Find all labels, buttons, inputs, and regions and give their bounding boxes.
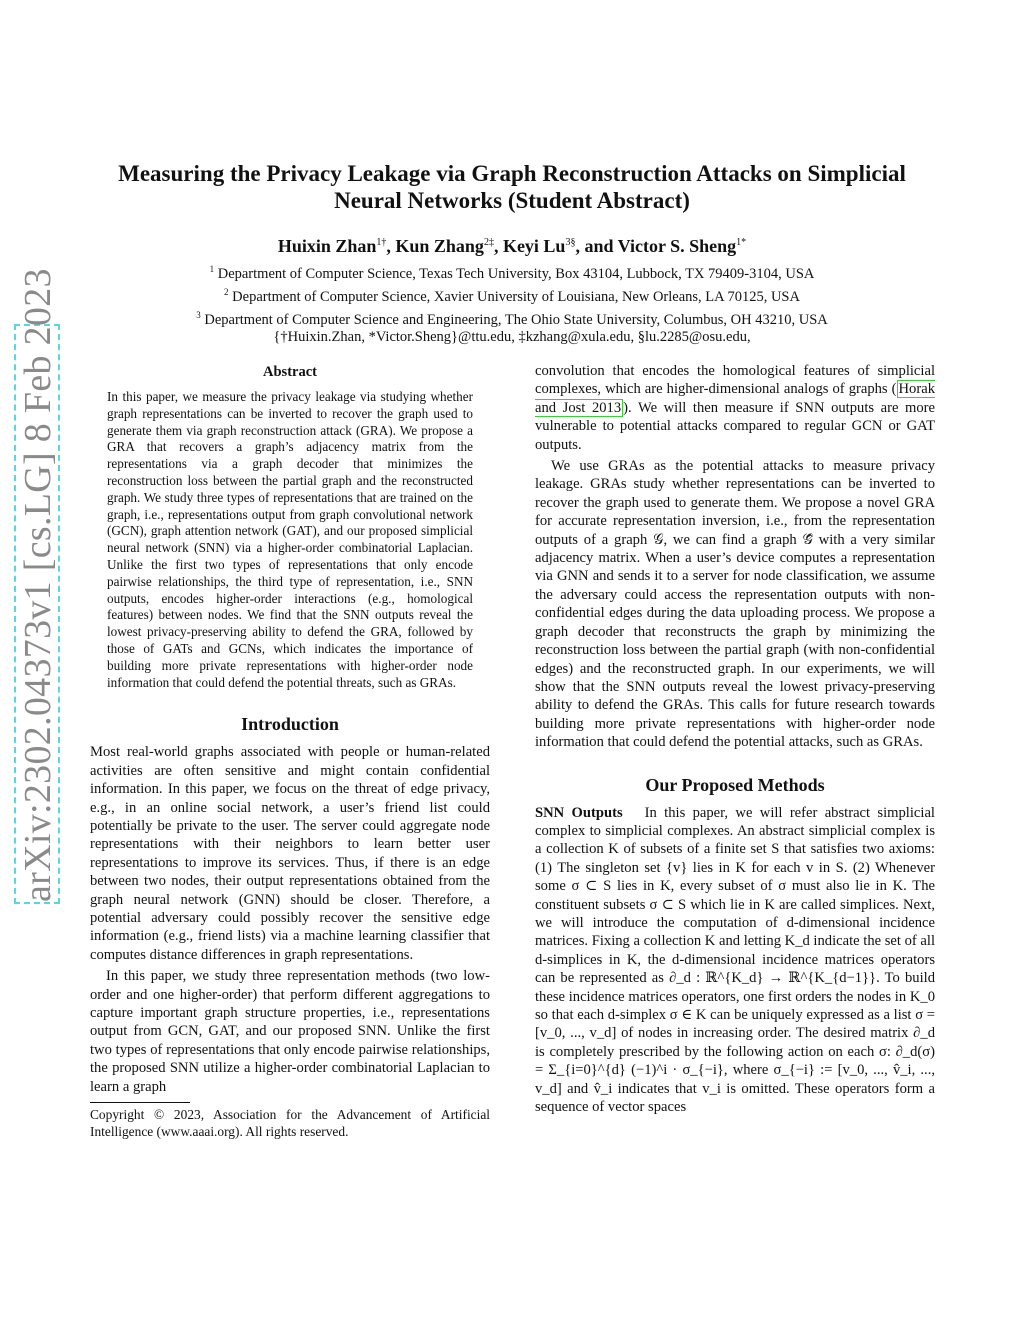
snn-outputs-label: SNN Outputs [535,804,623,821]
abstract-section [107,364,473,691]
paragraph-text: convolution that encodes the homological features of simplicial complexes, which are higher-dimensional analogs of graphs ( [535,363,935,398]
affiliation-text: Department of Computer Science and Engineering, The Ohio State University, Columbus, OH 43210, USA [204,311,828,328]
affiliation-line [60,260,964,283]
arxiv-identifier[interactable]: arXiv:2302.04373v1 [cs.LG] 8 Feb 2023 [14,324,60,904]
left-column [90,364,490,1140]
abstract-text: In this paper, we measure the privacy leakage via studying whether graph representations can be inverted to recover the graph used to generate them via graph reconstruction attack (GRA). We propose a GRA that recovers a graph’s adjacency matrix from the representations via a graph decoder that minimizes the reconstruction loss between the partial graph and the reconstructed graph. We study three types of representations that are trained on the graph, i.e., representations output from graph convolutional network (GCN), graph attention network (GAT), and our proposed simplicial neural network (SNN) via a higher-order combinatorial Laplacian. Unlike the first two types of representations that only encode pairwise relationships, the third type of representation, i.e., SNN outputs, encodes higher-order interactions (e.g., homological features) between nodes. We find that the SNN outputs reveal the lowest privacy-preserving ability to defend the GRA, followed by those of GATs and GCNs, which indicates the importance of building more private representations with higher-order node information that could defend the potential threats, such as GRAs. [107,389,473,690]
author-list [60,232,964,257]
affiliation-text: Department of Computer Science, Texas Tech University, Box 43104, Lubbock, TX 79409-3104, USA [217,265,815,282]
affiliations [60,260,964,346]
abstract-heading: Abstract [263,364,317,380]
methods-heading: Our Proposed Methods [645,774,825,795]
author-mark: 1* [736,237,747,248]
author-name: Keyi Lu [502,236,566,256]
author-name: Kun Zhang [395,236,484,256]
author-name: Huixin Zhan [277,236,377,256]
author-emails: {†Huixin.Zhan, *Victor.Sheng}@ttu.edu, ‡kzhang@xula.edu, §lu.2285@osu.edu, [273,329,751,346]
affiliation-number: 1 [209,264,215,274]
paper-title [60,160,964,214]
paragraph-text: ). We will then measure if SNN outputs are more vulnerable to potential attacks compared to regular GCN or GAT outputs. [535,399,936,453]
author-mark: 2‡ [483,237,494,248]
author-mark: 3§ [565,237,576,248]
author-name: Victor S. Sheng [617,236,737,256]
arxiv-sidebar [14,268,60,904]
introduction-heading: Introduction [241,714,339,735]
author-separator: , and [575,236,618,256]
affiliation-text: Department of Computer Science, Xavier University of Louisiana, New Orleans, LA 70125, USA [232,288,800,305]
introduction-paragraph: Most real-world graphs associated with people or human-related activities are often sensitive and might contain confidential information. In this paper, we focus on the threat of edge privacy, e.g., in an online social network, a user’s friend list could potentially be private to the user. The server could aggregate node representations with their neighbors to learn better user representations to improve its services. Thus, if there is an edge between two nodes, their output representations obtained from the graph neural network (GNN) should be closer. Therefore, a potential adversary could possibly recover the sensitive edge information (e.g., friend lists) via a machine learning classifier that computes distance differences in graph representations. [90,744,490,963]
footnote-divider [90,1102,190,1103]
right-column [535,362,935,1116]
author-separator: , [386,236,396,256]
body-paragraph: We use GRAs as the potential attacks to measure privacy leakage. GRAs study whether representations can be inverted to recover the graph used to generate them. We propose a novel GRA for accurate representation inversion, i.e., from the representation outputs of a graph 𝒢, we can find a graph 𝒢̂ with a very similar adjacency matrix. When a user’s device computes a representation via GNN and sends it to a server for node classification, we assume the adversary could access the representation outputs with non-confidential edges during the data uploading process. We propose a graph decoder that reconstructs the graph by minimizing the reconstruction loss between the partial graph (with non-confidential edges) and the reconstructed graph. In our experiments, we will show that the SNN outputs reveal the lowest privacy-preserving ability to defend the GRAs. This calls for future research towards building more private representations with higher-order node information that could defend the potential attacks, such as GRAs. [535,458,935,751]
affiliation-line [60,306,964,329]
copyright-footnote: Copyright © 2023, Association for the Advancement of Artificial Intelligence (www.aaai.org). All rights reserved. [90,1107,490,1139]
snn-outputs-text: In this paper, we will refer abstract simplicial complex to simplicial complexes. An abstract simplicial complex is a collection K of subsets of a finite set S that satisfies two axioms: (1) The singleton set {v} lies in K for each v in S. (2) Whenever some σ ⊂ S lies in K, every subset of σ must also lie in K. The constituent subsets σ ⊂ S which lie in K are called simplices. Next, we will introduce the computation of d-dimensional incidence matrices. Fixing a collection K and letting K_d indicate the set of all d-simplices in K, the d-dimensional incidence matrices operators can be represented as ∂_d : ℝ^{K_d} → ℝ^{K_{d−1}}. To build these incidence matrices operators, one first orders the nodes in K_0 so that each d-simplex σ ∈ K can be uniquely expressed as a list σ = [v_0, ..., v_d] of nodes in increasing order. The desired matrix ∂_d is completely prescribed by the following action on each σ: ∂_d(σ) = Σ_{i=0}^{d} (−1)^i · σ_{−i}, where σ_{−i} := [v_0, ..., v̂_i, ..., v_d] and v̂_i indicates that v_i is omitted. These operators form a sequence of vector spaces [535,804,936,1116]
affiliation-number: 2 [224,286,229,297]
title-line-1: Measuring the Privacy Leakage via Graph Reconstruction Attacks on Simplicial [118,161,906,186]
author-mark: 1† [376,237,387,248]
introduction-paragraph: In this paper, we study three representation methods (two low-order and one higher-order) that perform different aggregations to capture important graph structure properties, i.e., representations output from GCN, GAT, and our proposed SNN. Unlike the first two types of representations that only encode pairwise relationships, the proposed SNN utilize a higher-order combinatorial Laplacian to learn a graph [90,968,490,1095]
citation-link[interactable]: Horak and Jost 2013 [535,381,935,416]
title-line-2: Neural Networks (Student Abstract) [334,188,690,213]
snn-outputs-paragraph [535,804,935,1117]
affiliation-number: 3 [196,309,201,320]
body-paragraph [535,362,935,454]
author-separator: , [493,236,503,256]
affiliation-line [60,283,964,306]
